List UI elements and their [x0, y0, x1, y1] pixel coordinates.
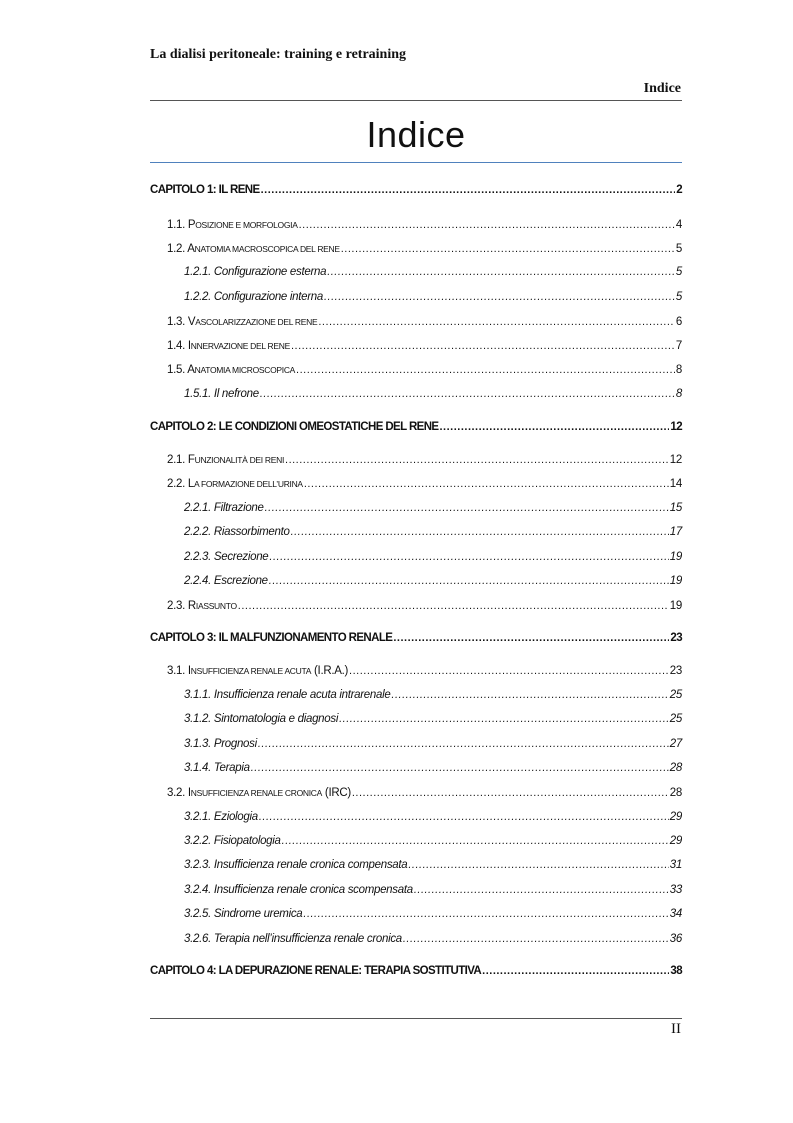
toc-entry-text: 3.1.2. Sintomatologia e diagnosi: [184, 713, 339, 725]
toc-subsection-3-2-6[interactable]: [150, 933, 682, 945]
toc-subsection-1-2-2[interactable]: [150, 291, 682, 303]
toc-entry-text: CAPITOLO 4: LA DEPURAZIONE RENALE: TERAPIA SOSTITUTIVA: [150, 965, 482, 977]
toc-subsection-3-1-4[interactable]: [150, 762, 682, 774]
toc-entry-text: 1.4. INNERVAZIONE DEL RENE: [167, 340, 290, 352]
toc-page-number: 25: [669, 713, 682, 725]
toc-subsection-2-2-4[interactable]: [150, 575, 682, 587]
toc-page-number: 5: [675, 243, 682, 255]
toc-entry-text: 1.5.1. Il nefrone: [184, 388, 259, 400]
toc-section-1-3[interactable]: [150, 316, 682, 328]
toc-page-number: 8: [675, 364, 682, 376]
page-title: Indice: [366, 114, 466, 155]
toc-page-number: 5: [675, 291, 682, 303]
toc-page-number: 29: [669, 811, 682, 823]
toc-page-number: 12: [669, 454, 682, 466]
toc-page-number: 2: [676, 184, 682, 196]
toc-page-number: 17: [669, 526, 682, 538]
toc-section-3-1[interactable]: [150, 665, 682, 677]
toc-subsection-2-2-2[interactable]: [150, 526, 682, 538]
toc-entry-text: 1.2.1. Configurazione esterna: [184, 266, 327, 278]
toc-page-number: 28: [669, 762, 682, 774]
toc-entry-text: 2.2.4. Escrezione: [184, 575, 268, 587]
toc-page-number: 28: [669, 787, 682, 799]
toc-page-number: 19: [669, 551, 682, 563]
toc-entry-text: 3.2.5. Sindrome uremica: [184, 908, 303, 920]
title-rule: [150, 162, 682, 163]
toc-entry-text: 3.1. INSUFFICIENZA RENALE ACUTA (I.R.A.): [167, 665, 349, 677]
toc-entry-text: 2.1. FUNZIONALITÀ DEI RENI: [167, 454, 285, 466]
toc-entry-text: 3.1.3. Prognosi: [184, 738, 257, 750]
toc-page-number: 12: [670, 421, 682, 433]
toc-page-number: 25: [669, 689, 682, 701]
toc-page-number: 4: [675, 219, 682, 231]
toc-page-number: 19: [669, 600, 682, 612]
toc-entry-text: 3.2.6. Terapia nell’insufficienza renale cronica: [184, 933, 402, 945]
toc-section-2-3[interactable]: [150, 600, 682, 612]
toc-page-number: 29: [669, 835, 682, 847]
toc-section-3-2[interactable]: [150, 787, 682, 799]
toc-subsection-3-2-5[interactable]: [150, 908, 682, 920]
toc-subsection-2-2-3[interactable]: [150, 551, 682, 563]
toc-entry-text: 1.5. ANATOMIA MICROSCOPICA: [167, 364, 296, 376]
toc-entry-text: 2.2.2. Riassorbimento: [184, 526, 290, 538]
toc-page-number: 6: [675, 316, 682, 328]
toc-section-1-4[interactable]: [150, 340, 682, 352]
toc-chapter-3[interactable]: [150, 632, 682, 644]
header-rule: [150, 100, 682, 101]
toc-page-number: 19: [669, 575, 682, 587]
toc-subsection-3-2-3[interactable]: [150, 859, 682, 871]
toc-subsection-3-2-4[interactable]: [150, 884, 682, 896]
toc-section-2-1[interactable]: [150, 454, 682, 466]
toc-subsection-1-2-1[interactable]: [150, 266, 682, 278]
toc-entry-text: 2.2.3. Secrezione: [184, 551, 269, 563]
toc-page-number: 27: [669, 738, 682, 750]
toc-entry-text: 1.2. ANATOMIA MACROSCOPICA DEL RENE: [167, 243, 340, 255]
toc-subsection-1-5-1[interactable]: [150, 388, 682, 400]
toc-page-number: 7: [675, 340, 682, 352]
toc-entry-text: 1.3. VASCOLARIZZAZIONE DEL RENE: [167, 316, 318, 328]
toc-page-number: 33: [669, 884, 682, 896]
toc-chapter-2[interactable]: [150, 421, 682, 433]
toc-page-number: 23: [669, 665, 682, 677]
toc-chapter-1[interactable]: [150, 184, 682, 196]
toc-subsection-3-1-2[interactable]: [150, 713, 682, 725]
toc-entry-text: 3.2.4. Insufficienza renale cronica scompensata: [184, 884, 413, 896]
toc-page-number: 34: [669, 908, 682, 920]
toc-entry-text: CAPITOLO 1: IL RENE: [150, 184, 260, 196]
toc-subsection-3-1-1[interactable]: [150, 689, 682, 701]
toc-chapter-4[interactable]: [150, 965, 682, 977]
toc-entry-text: CAPITOLO 3: IL MALFUNZIONAMENTO RENALE: [150, 632, 393, 644]
toc-entry-text: 1.1. POSIZIONE E MORFOLOGIA: [167, 219, 298, 231]
toc-entry-text: 3.2.1. Eziologia: [184, 811, 258, 823]
toc-entry-text: 2.2. LA FORMAZIONE DELL’URINA: [167, 478, 303, 490]
toc-section-1-2[interactable]: [150, 243, 682, 255]
toc-page-number: 31: [669, 859, 682, 871]
section-label: Indice: [643, 81, 681, 96]
running-title: La dialisi peritoneale: training e retraining: [150, 47, 407, 62]
toc-page-number: 8: [675, 388, 682, 400]
toc-entry-text: 1.2.2. Configurazione interna: [184, 291, 323, 303]
toc-section-2-2[interactable]: [150, 478, 682, 490]
toc-entry-text: 3.2.2. Fisiopatologia: [184, 835, 281, 847]
toc-page-number: 23: [670, 632, 682, 644]
toc-entry-text: 3.2. INSUFFICIENZA RENALE CRONICA (IRC): [167, 787, 351, 799]
toc-entry-text: 3.2.3. Insufficienza renale cronica compensata: [184, 859, 408, 871]
toc-entry-text: 3.1.4. Terapia: [184, 762, 250, 774]
toc-page-number: 14: [669, 478, 682, 490]
toc-entry-text: 3.1.1. Insufficienza renale acuta intrarenale: [184, 689, 391, 701]
toc-entry-text: CAPITOLO 2: LE CONDIZIONI OMEOSTATICHE DEL RENE: [150, 421, 439, 433]
toc-subsection-2-2-1[interactable]: [150, 502, 682, 514]
page-number: II: [671, 1021, 681, 1037]
toc-page-number: 15: [669, 502, 682, 514]
toc-page-number: 36: [669, 933, 682, 945]
footer-rule: [150, 1018, 682, 1019]
toc-entry-text: 2.2.1. Filtrazione: [184, 502, 264, 514]
toc-page-number: 5: [675, 266, 682, 278]
toc-subsection-3-2-2[interactable]: [150, 835, 682, 847]
toc-entry-text: 2.3. RIASSUNTO: [167, 600, 237, 612]
toc-subsection-3-2-1[interactable]: [150, 811, 682, 823]
toc-section-1-1[interactable]: [150, 219, 682, 231]
toc-subsection-3-1-3[interactable]: [150, 738, 682, 750]
toc-section-1-5[interactable]: [150, 364, 682, 376]
toc-page-number: 38: [670, 965, 682, 977]
